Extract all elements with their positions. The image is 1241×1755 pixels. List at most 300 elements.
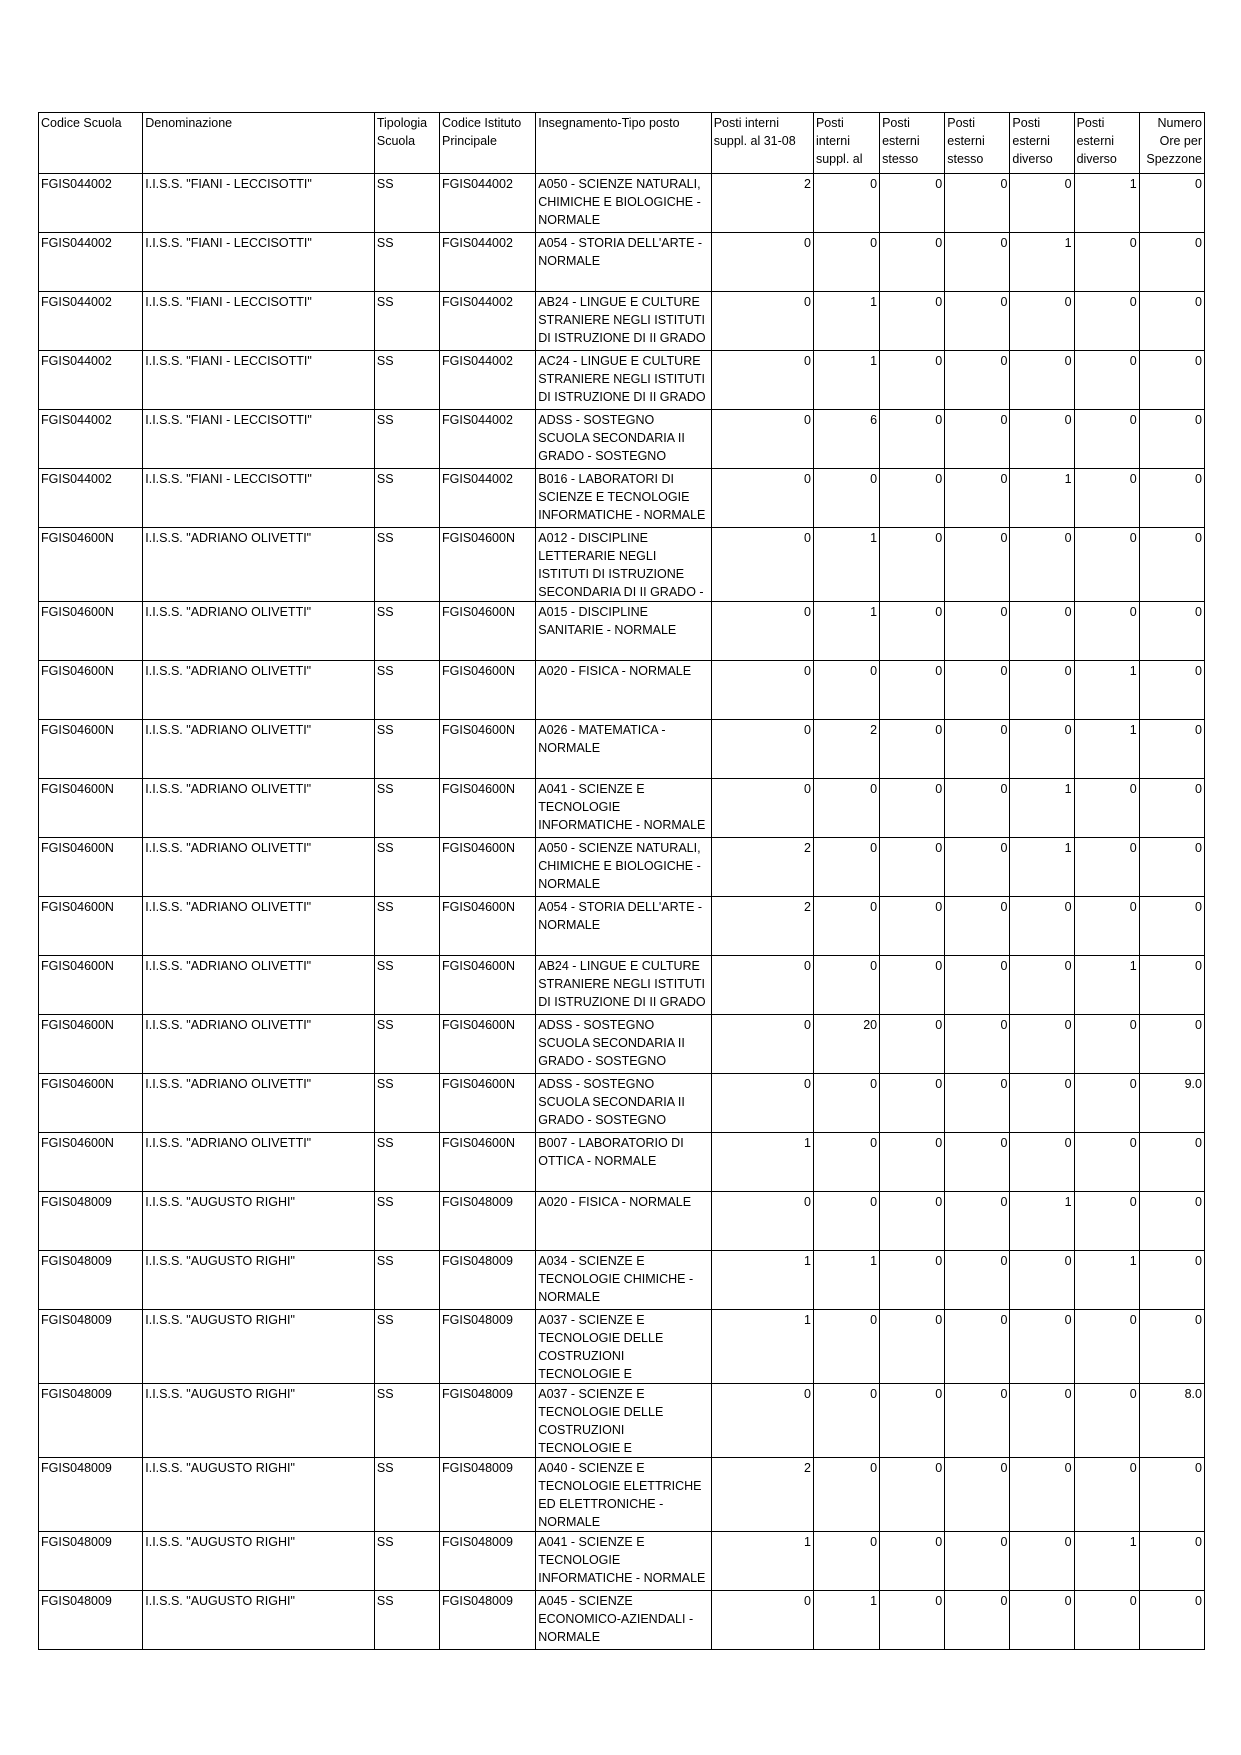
cell-numero-ore-spezzone: 0	[1139, 410, 1204, 469]
cell-denominazione: I.I.S.S. "AUGUSTO RIGHI"	[143, 1458, 375, 1532]
cell-posti-interni-31-08: 2	[711, 174, 813, 233]
cell-denominazione: I.I.S.S. "AUGUSTO RIGHI"	[143, 1384, 375, 1458]
cell-tipologia-scuola: SS	[374, 1591, 439, 1650]
column-header-posti-esterni-diverso-b: Posti esterni diverso	[1074, 113, 1139, 174]
cell-posti-interni-31-08: 0	[711, 351, 813, 410]
table-row	[39, 1015, 1205, 1074]
cell-posti-esterni-stesso-a: 0	[880, 1074, 945, 1133]
cell-denominazione: I.I.S.S. "ADRIANO OLIVETTI"	[143, 528, 375, 602]
cell-insegnamento-tipo-posto: ADSS - SOSTEGNO SCUOLA SECONDARIA II GRADO - SOSTEGNO	[536, 1015, 711, 1074]
table-row	[39, 838, 1205, 897]
cell-posti-esterni-stesso-b: 0	[945, 897, 1010, 956]
column-header-denominazione: Denominazione	[143, 113, 375, 174]
cell-posti-esterni-stesso-b: 0	[945, 838, 1010, 897]
cell-tipologia-scuola: SS	[374, 528, 439, 602]
cell-insegnamento-tipo-posto: A037 - SCIENZE E TECNOLOGIE DELLE COSTRUZIONI TECNOLOGIE E	[536, 1384, 711, 1458]
cell-insegnamento-tipo-posto: B016 - LABORATORI DI SCIENZE E TECNOLOGIE INFORMATICHE - NORMALE	[536, 469, 711, 528]
cell-codice-scuola: FGIS04600N	[39, 720, 143, 779]
cell-posti-esterni-stesso-b: 0	[945, 602, 1010, 661]
cell-denominazione: I.I.S.S. "FIANI - LECCISOTTI"	[143, 233, 375, 292]
table-row	[39, 602, 1205, 661]
cell-codice-istituto-principale: FGIS048009	[440, 1192, 536, 1251]
cell-posti-esterni-stesso-a: 0	[880, 174, 945, 233]
cell-posti-esterni-stesso-b: 0	[945, 1384, 1010, 1458]
cell-posti-esterni-diverso-b: 1	[1074, 956, 1139, 1015]
cell-codice-istituto-principale: FGIS04600N	[440, 528, 536, 602]
cell-tipologia-scuola: SS	[374, 1458, 439, 1532]
cell-posti-esterni-diverso-b: 0	[1074, 897, 1139, 956]
table-row	[39, 779, 1205, 838]
cell-posti-esterni-diverso-a: 0	[1010, 1015, 1074, 1074]
cell-denominazione: I.I.S.S. "ADRIANO OLIVETTI"	[143, 720, 375, 779]
column-header-posti-interni-suppl: Posti interni suppl. al	[813, 113, 879, 174]
table-row	[39, 897, 1205, 956]
cell-numero-ore-spezzone: 0	[1139, 1015, 1204, 1074]
table-row	[39, 661, 1205, 720]
cell-codice-istituto-principale: FGIS044002	[440, 233, 536, 292]
cell-denominazione: I.I.S.S. "ADRIANO OLIVETTI"	[143, 1015, 375, 1074]
cell-codice-scuola: FGIS04600N	[39, 838, 143, 897]
cell-posti-interni-31-08: 0	[711, 528, 813, 602]
table-row	[39, 1591, 1205, 1650]
cell-posti-esterni-diverso-b: 0	[1074, 469, 1139, 528]
cell-numero-ore-spezzone: 0	[1139, 1192, 1204, 1251]
cell-tipologia-scuola: SS	[374, 1015, 439, 1074]
cell-posti-interni-31-08: 0	[711, 233, 813, 292]
cell-tipologia-scuola: SS	[374, 351, 439, 410]
cell-posti-esterni-diverso-b: 0	[1074, 1192, 1139, 1251]
cell-posti-esterni-stesso-a: 0	[880, 1192, 945, 1251]
cell-posti-esterni-stesso-b: 0	[945, 1310, 1010, 1384]
cell-posti-interni-31-08: 1	[711, 1532, 813, 1591]
table-row	[39, 1532, 1205, 1591]
table-row	[39, 233, 1205, 292]
cell-tipologia-scuola: SS	[374, 838, 439, 897]
cell-tipologia-scuola: SS	[374, 897, 439, 956]
cell-posti-esterni-stesso-a: 0	[880, 779, 945, 838]
cell-posti-interni-suppl: 0	[813, 779, 879, 838]
cell-posti-esterni-diverso-b: 1	[1074, 174, 1139, 233]
cell-codice-scuola: FGIS044002	[39, 351, 143, 410]
cell-posti-interni-31-08: 1	[711, 1133, 813, 1192]
cell-posti-esterni-diverso-b: 0	[1074, 1458, 1139, 1532]
column-header-posti-esterni-stesso-b: Posti esterni stesso	[945, 113, 1010, 174]
cell-posti-esterni-diverso-b: 0	[1074, 1310, 1139, 1384]
cell-codice-scuola: FGIS04600N	[39, 661, 143, 720]
table-row	[39, 956, 1205, 1015]
cell-posti-esterni-diverso-a: 0	[1010, 528, 1074, 602]
cell-posti-esterni-diverso-a: 0	[1010, 410, 1074, 469]
cell-codice-istituto-principale: FGIS04600N	[440, 779, 536, 838]
cell-codice-scuola: FGIS048009	[39, 1310, 143, 1384]
cell-posti-esterni-diverso-a: 0	[1010, 602, 1074, 661]
cell-posti-esterni-diverso-a: 1	[1010, 469, 1074, 528]
cell-insegnamento-tipo-posto: AC24 - LINGUE E CULTURE STRANIERE NEGLI ISTITUTI DI ISTRUZIONE DI II GRADO	[536, 351, 711, 410]
cell-posti-esterni-stesso-b: 0	[945, 469, 1010, 528]
cell-posti-esterni-stesso-b: 0	[945, 233, 1010, 292]
cell-posti-esterni-stesso-a: 0	[880, 292, 945, 351]
cell-posti-esterni-stesso-b: 0	[945, 779, 1010, 838]
cell-posti-interni-suppl: 1	[813, 1591, 879, 1650]
cell-posti-interni-suppl: 1	[813, 528, 879, 602]
cell-codice-istituto-principale: FGIS04600N	[440, 1074, 536, 1133]
column-header-posti-interni-31-08: Posti interni suppl. al 31-08	[711, 113, 813, 174]
cell-posti-esterni-stesso-a: 0	[880, 956, 945, 1015]
cell-posti-esterni-stesso-a: 0	[880, 233, 945, 292]
cell-posti-interni-31-08: 0	[711, 779, 813, 838]
table-row	[39, 720, 1205, 779]
cell-posti-interni-31-08: 0	[711, 292, 813, 351]
cell-insegnamento-tipo-posto: A034 - SCIENZE E TECNOLOGIE CHIMICHE - NORMALE	[536, 1251, 711, 1310]
cell-denominazione: I.I.S.S. "AUGUSTO RIGHI"	[143, 1532, 375, 1591]
cell-posti-interni-31-08: 0	[711, 661, 813, 720]
cell-tipologia-scuola: SS	[374, 602, 439, 661]
cell-insegnamento-tipo-posto: A041 - SCIENZE E TECNOLOGIE INFORMATICHE - NORMALE	[536, 779, 711, 838]
cell-numero-ore-spezzone: 0	[1139, 779, 1204, 838]
cell-codice-scuola: FGIS04600N	[39, 602, 143, 661]
cell-posti-esterni-diverso-b: 0	[1074, 1133, 1139, 1192]
posti-table	[38, 112, 1205, 1650]
cell-numero-ore-spezzone: 0	[1139, 1251, 1204, 1310]
cell-posti-esterni-diverso-a: 0	[1010, 1591, 1074, 1650]
cell-insegnamento-tipo-posto: A050 - SCIENZE NATURALI, CHIMICHE E BIOLOGICHE - NORMALE	[536, 174, 711, 233]
cell-posti-esterni-stesso-a: 0	[880, 1133, 945, 1192]
cell-posti-esterni-stesso-b: 0	[945, 292, 1010, 351]
cell-denominazione: I.I.S.S. "AUGUSTO RIGHI"	[143, 1310, 375, 1384]
cell-insegnamento-tipo-posto: A050 - SCIENZE NATURALI, CHIMICHE E BIOLOGICHE - NORMALE	[536, 838, 711, 897]
cell-numero-ore-spezzone: 0	[1139, 602, 1204, 661]
cell-posti-esterni-diverso-a: 0	[1010, 720, 1074, 779]
cell-posti-interni-31-08: 0	[711, 1384, 813, 1458]
cell-denominazione: I.I.S.S. "FIANI - LECCISOTTI"	[143, 469, 375, 528]
cell-posti-esterni-stesso-b: 0	[945, 410, 1010, 469]
cell-posti-esterni-stesso-a: 0	[880, 661, 945, 720]
cell-posti-interni-31-08: 0	[711, 720, 813, 779]
cell-codice-istituto-principale: FGIS04600N	[440, 838, 536, 897]
cell-denominazione: I.I.S.S. "FIANI - LECCISOTTI"	[143, 351, 375, 410]
cell-posti-esterni-diverso-a: 0	[1010, 956, 1074, 1015]
cell-denominazione: I.I.S.S. "ADRIANO OLIVETTI"	[143, 897, 375, 956]
cell-posti-esterni-stesso-b: 0	[945, 1532, 1010, 1591]
cell-posti-esterni-stesso-b: 0	[945, 174, 1010, 233]
cell-posti-esterni-diverso-b: 0	[1074, 292, 1139, 351]
cell-posti-esterni-diverso-b: 0	[1074, 602, 1139, 661]
cell-posti-esterni-stesso-a: 0	[880, 1532, 945, 1591]
cell-numero-ore-spezzone: 0	[1139, 174, 1204, 233]
table-row	[39, 528, 1205, 602]
cell-posti-esterni-stesso-b: 0	[945, 720, 1010, 779]
cell-posti-interni-31-08: 0	[711, 1074, 813, 1133]
cell-posti-interni-suppl: 0	[813, 1532, 879, 1591]
cell-numero-ore-spezzone: 0	[1139, 720, 1204, 779]
cell-codice-istituto-principale: FGIS048009	[440, 1251, 536, 1310]
cell-posti-interni-suppl: 1	[813, 351, 879, 410]
cell-posti-esterni-diverso-b: 1	[1074, 661, 1139, 720]
cell-codice-istituto-principale: FGIS048009	[440, 1458, 536, 1532]
cell-denominazione: I.I.S.S. "ADRIANO OLIVETTI"	[143, 1074, 375, 1133]
column-header-tipologia-scuola: Tipologia Scuola	[374, 113, 439, 174]
cell-tipologia-scuola: SS	[374, 1384, 439, 1458]
cell-insegnamento-tipo-posto: ADSS - SOSTEGNO SCUOLA SECONDARIA II GRADO - SOSTEGNO	[536, 1074, 711, 1133]
cell-posti-esterni-stesso-b: 0	[945, 956, 1010, 1015]
cell-posti-esterni-diverso-a: 0	[1010, 1384, 1074, 1458]
table-row	[39, 469, 1205, 528]
cell-posti-interni-suppl: 0	[813, 174, 879, 233]
cell-posti-esterni-diverso-a: 0	[1010, 1074, 1074, 1133]
cell-codice-istituto-principale: FGIS04600N	[440, 661, 536, 720]
column-header-posti-esterni-stesso-a: Posti esterni stesso	[880, 113, 945, 174]
cell-posti-interni-suppl: 0	[813, 838, 879, 897]
cell-denominazione: I.I.S.S. "ADRIANO OLIVETTI"	[143, 602, 375, 661]
cell-tipologia-scuola: SS	[374, 1310, 439, 1384]
cell-codice-scuola: FGIS048009	[39, 1458, 143, 1532]
cell-codice-istituto-principale: FGIS044002	[440, 174, 536, 233]
table-row	[39, 1192, 1205, 1251]
cell-numero-ore-spezzone: 0	[1139, 528, 1204, 602]
cell-insegnamento-tipo-posto: ADSS - SOSTEGNO SCUOLA SECONDARIA II GRADO - SOSTEGNO	[536, 410, 711, 469]
cell-insegnamento-tipo-posto: AB24 - LINGUE E CULTURE STRANIERE NEGLI ISTITUTI DI ISTRUZIONE DI II GRADO	[536, 292, 711, 351]
cell-posti-interni-31-08: 1	[711, 1251, 813, 1310]
cell-denominazione: I.I.S.S. "AUGUSTO RIGHI"	[143, 1192, 375, 1251]
cell-denominazione: I.I.S.S. "ADRIANO OLIVETTI"	[143, 1133, 375, 1192]
cell-posti-interni-31-08: 0	[711, 602, 813, 661]
cell-posti-esterni-diverso-b: 0	[1074, 233, 1139, 292]
table-header-row	[39, 113, 1205, 174]
column-header-codice-istituto-principale: Codice Istituto Principale	[440, 113, 536, 174]
cell-posti-esterni-stesso-a: 0	[880, 1591, 945, 1650]
cell-codice-scuola: FGIS04600N	[39, 1074, 143, 1133]
cell-numero-ore-spezzone: 0	[1139, 1532, 1204, 1591]
cell-posti-esterni-diverso-b: 1	[1074, 720, 1139, 779]
cell-codice-scuola: FGIS048009	[39, 1532, 143, 1591]
cell-codice-istituto-principale: FGIS044002	[440, 469, 536, 528]
cell-codice-scuola: FGIS044002	[39, 233, 143, 292]
cell-posti-interni-suppl: 0	[813, 1133, 879, 1192]
cell-codice-istituto-principale: FGIS048009	[440, 1310, 536, 1384]
cell-posti-esterni-stesso-a: 0	[880, 1251, 945, 1310]
cell-posti-interni-31-08: 0	[711, 1192, 813, 1251]
cell-numero-ore-spezzone: 0	[1139, 838, 1204, 897]
cell-numero-ore-spezzone: 0	[1139, 351, 1204, 410]
cell-tipologia-scuola: SS	[374, 956, 439, 1015]
cell-insegnamento-tipo-posto: A054 - STORIA DELL'ARTE - NORMALE	[536, 897, 711, 956]
column-header-numero-ore-spezzone: Numero Ore per Spezzone	[1139, 113, 1204, 174]
cell-posti-esterni-stesso-b: 0	[945, 351, 1010, 410]
cell-codice-scuola: FGIS044002	[39, 410, 143, 469]
cell-posti-esterni-stesso-b: 0	[945, 1458, 1010, 1532]
cell-codice-scuola: FGIS044002	[39, 174, 143, 233]
cell-codice-scuola: FGIS048009	[39, 1251, 143, 1310]
cell-tipologia-scuola: SS	[374, 1251, 439, 1310]
table-row	[39, 1384, 1205, 1458]
cell-numero-ore-spezzone: 0	[1139, 897, 1204, 956]
cell-posti-interni-31-08: 0	[711, 410, 813, 469]
cell-tipologia-scuola: SS	[374, 779, 439, 838]
cell-posti-interni-31-08: 0	[711, 1015, 813, 1074]
cell-codice-scuola: FGIS044002	[39, 292, 143, 351]
cell-posti-esterni-diverso-a: 0	[1010, 292, 1074, 351]
cell-numero-ore-spezzone: 0	[1139, 469, 1204, 528]
cell-posti-interni-suppl: 20	[813, 1015, 879, 1074]
cell-codice-istituto-principale: FGIS044002	[440, 351, 536, 410]
cell-posti-esterni-diverso-a: 0	[1010, 351, 1074, 410]
cell-codice-istituto-principale: FGIS048009	[440, 1532, 536, 1591]
cell-numero-ore-spezzone: 9.0	[1139, 1074, 1204, 1133]
cell-codice-scuola: FGIS048009	[39, 1591, 143, 1650]
cell-posti-esterni-diverso-a: 0	[1010, 1310, 1074, 1384]
cell-posti-interni-31-08: 0	[711, 1591, 813, 1650]
cell-numero-ore-spezzone: 0	[1139, 1133, 1204, 1192]
cell-numero-ore-spezzone: 8.0	[1139, 1384, 1204, 1458]
cell-posti-esterni-diverso-a: 0	[1010, 1532, 1074, 1591]
cell-codice-scuola: FGIS048009	[39, 1384, 143, 1458]
cell-posti-esterni-stesso-a: 0	[880, 528, 945, 602]
cell-posti-interni-suppl: 0	[813, 1310, 879, 1384]
cell-tipologia-scuola: SS	[374, 661, 439, 720]
cell-posti-esterni-stesso-b: 0	[945, 1074, 1010, 1133]
table-row	[39, 410, 1205, 469]
cell-codice-istituto-principale: FGIS04600N	[440, 897, 536, 956]
cell-insegnamento-tipo-posto: A054 - STORIA DELL'ARTE - NORMALE	[536, 233, 711, 292]
cell-codice-scuola: FGIS04600N	[39, 956, 143, 1015]
cell-posti-interni-suppl: 0	[813, 233, 879, 292]
cell-posti-esterni-stesso-b: 0	[945, 528, 1010, 602]
cell-insegnamento-tipo-posto: A037 - SCIENZE E TECNOLOGIE DELLE COSTRUZIONI TECNOLOGIE E	[536, 1310, 711, 1384]
cell-denominazione: I.I.S.S. "ADRIANO OLIVETTI"	[143, 956, 375, 1015]
cell-posti-interni-31-08: 2	[711, 897, 813, 956]
cell-posti-interni-31-08: 0	[711, 956, 813, 1015]
table-row	[39, 1133, 1205, 1192]
cell-posti-interni-31-08: 1	[711, 1310, 813, 1384]
cell-posti-esterni-stesso-b: 0	[945, 1591, 1010, 1650]
cell-posti-esterni-stesso-b: 0	[945, 1251, 1010, 1310]
cell-posti-esterni-diverso-b: 0	[1074, 1384, 1139, 1458]
cell-posti-interni-suppl: 0	[813, 897, 879, 956]
cell-posti-esterni-diverso-b: 0	[1074, 838, 1139, 897]
cell-posti-interni-suppl: 1	[813, 602, 879, 661]
cell-posti-esterni-stesso-a: 0	[880, 838, 945, 897]
cell-denominazione: I.I.S.S. "AUGUSTO RIGHI"	[143, 1591, 375, 1650]
cell-tipologia-scuola: SS	[374, 1133, 439, 1192]
cell-posti-esterni-stesso-a: 0	[880, 469, 945, 528]
cell-tipologia-scuola: SS	[374, 410, 439, 469]
cell-posti-esterni-diverso-a: 0	[1010, 897, 1074, 956]
cell-denominazione: I.I.S.S. "ADRIANO OLIVETTI"	[143, 838, 375, 897]
table-row	[39, 351, 1205, 410]
cell-insegnamento-tipo-posto: A020 - FISICA - NORMALE	[536, 1192, 711, 1251]
cell-insegnamento-tipo-posto: A020 - FISICA - NORMALE	[536, 661, 711, 720]
cell-denominazione: I.I.S.S. "FIANI - LECCISOTTI"	[143, 292, 375, 351]
cell-posti-esterni-diverso-a: 1	[1010, 233, 1074, 292]
cell-posti-esterni-diverso-a: 0	[1010, 1133, 1074, 1192]
cell-posti-esterni-diverso-b: 0	[1074, 1074, 1139, 1133]
cell-codice-istituto-principale: FGIS04600N	[440, 720, 536, 779]
cell-numero-ore-spezzone: 0	[1139, 292, 1204, 351]
cell-denominazione: I.I.S.S. "ADRIANO OLIVETTI"	[143, 779, 375, 838]
cell-posti-esterni-diverso-a: 1	[1010, 779, 1074, 838]
cell-posti-esterni-stesso-a: 0	[880, 720, 945, 779]
cell-codice-scuola: FGIS04600N	[39, 1133, 143, 1192]
cell-codice-istituto-principale: FGIS04600N	[440, 1015, 536, 1074]
cell-codice-istituto-principale: FGIS048009	[440, 1591, 536, 1650]
cell-codice-istituto-principale: FGIS04600N	[440, 956, 536, 1015]
cell-posti-interni-suppl: 0	[813, 1458, 879, 1532]
cell-posti-interni-suppl: 0	[813, 661, 879, 720]
cell-posti-esterni-stesso-b: 0	[945, 661, 1010, 720]
cell-numero-ore-spezzone: 0	[1139, 1458, 1204, 1532]
column-header-codice-scuola: Codice Scuola	[39, 113, 143, 174]
cell-codice-istituto-principale: FGIS044002	[440, 292, 536, 351]
cell-posti-interni-suppl: 0	[813, 1074, 879, 1133]
cell-posti-interni-suppl: 6	[813, 410, 879, 469]
cell-insegnamento-tipo-posto: A026 - MATEMATICA - NORMALE	[536, 720, 711, 779]
cell-codice-scuola: FGIS04600N	[39, 897, 143, 956]
cell-insegnamento-tipo-posto: A012 - DISCIPLINE LETTERARIE NEGLI ISTITUTI DI ISTRUZIONE SECONDARIA DI II GRADO -	[536, 528, 711, 602]
cell-numero-ore-spezzone: 0	[1139, 956, 1204, 1015]
table-row	[39, 174, 1205, 233]
cell-codice-scuola: FGIS04600N	[39, 1015, 143, 1074]
cell-numero-ore-spezzone: 0	[1139, 233, 1204, 292]
cell-posti-esterni-diverso-b: 0	[1074, 779, 1139, 838]
column-header-posti-esterni-diverso-a: Posti esterni diverso	[1010, 113, 1074, 174]
cell-codice-istituto-principale: FGIS04600N	[440, 602, 536, 661]
cell-codice-istituto-principale: FGIS04600N	[440, 1133, 536, 1192]
table-row	[39, 1458, 1205, 1532]
cell-posti-esterni-stesso-a: 0	[880, 602, 945, 661]
cell-insegnamento-tipo-posto: AB24 - LINGUE E CULTURE STRANIERE NEGLI ISTITUTI DI ISTRUZIONE DI II GRADO	[536, 956, 711, 1015]
cell-posti-esterni-diverso-a: 0	[1010, 1458, 1074, 1532]
cell-codice-scuola: FGIS048009	[39, 1192, 143, 1251]
cell-numero-ore-spezzone: 0	[1139, 1591, 1204, 1650]
cell-posti-esterni-stesso-b: 0	[945, 1192, 1010, 1251]
cell-posti-esterni-diverso-b: 0	[1074, 1015, 1139, 1074]
cell-codice-scuola: FGIS044002	[39, 469, 143, 528]
cell-posti-esterni-diverso-a: 1	[1010, 1192, 1074, 1251]
table-body	[39, 174, 1205, 1650]
cell-posti-esterni-stesso-a: 0	[880, 351, 945, 410]
cell-posti-interni-suppl: 1	[813, 292, 879, 351]
table-row	[39, 1310, 1205, 1384]
cell-posti-esterni-stesso-b: 0	[945, 1133, 1010, 1192]
column-header-insegnamento-tipo-posto: Insegnamento-Tipo posto	[536, 113, 711, 174]
cell-denominazione: I.I.S.S. "FIANI - LECCISOTTI"	[143, 174, 375, 233]
cell-codice-scuola: FGIS04600N	[39, 779, 143, 838]
cell-tipologia-scuola: SS	[374, 1192, 439, 1251]
cell-posti-esterni-stesso-a: 0	[880, 897, 945, 956]
cell-posti-esterni-stesso-a: 0	[880, 1384, 945, 1458]
cell-insegnamento-tipo-posto: A015 - DISCIPLINE SANITARIE - NORMALE	[536, 602, 711, 661]
cell-posti-esterni-stesso-b: 0	[945, 1015, 1010, 1074]
cell-posti-interni-suppl: 0	[813, 1384, 879, 1458]
cell-posti-interni-suppl: 0	[813, 956, 879, 1015]
cell-denominazione: I.I.S.S. "ADRIANO OLIVETTI"	[143, 661, 375, 720]
cell-posti-esterni-stesso-a: 0	[880, 1310, 945, 1384]
cell-codice-istituto-principale: FGIS048009	[440, 1384, 536, 1458]
cell-posti-esterni-diverso-a: 1	[1010, 838, 1074, 897]
cell-posti-esterni-diverso-b: 0	[1074, 528, 1139, 602]
cell-tipologia-scuola: SS	[374, 1532, 439, 1591]
cell-posti-esterni-diverso-b: 0	[1074, 410, 1139, 469]
cell-tipologia-scuola: SS	[374, 720, 439, 779]
cell-tipologia-scuola: SS	[374, 469, 439, 528]
cell-posti-esterni-stesso-a: 0	[880, 1458, 945, 1532]
cell-insegnamento-tipo-posto: B007 - LABORATORIO DI OTTICA - NORMALE	[536, 1133, 711, 1192]
cell-posti-esterni-stesso-a: 0	[880, 1015, 945, 1074]
cell-posti-interni-suppl: 1	[813, 1251, 879, 1310]
cell-posti-esterni-diverso-a: 0	[1010, 1251, 1074, 1310]
cell-denominazione: I.I.S.S. "AUGUSTO RIGHI"	[143, 1251, 375, 1310]
cell-posti-interni-suppl: 2	[813, 720, 879, 779]
